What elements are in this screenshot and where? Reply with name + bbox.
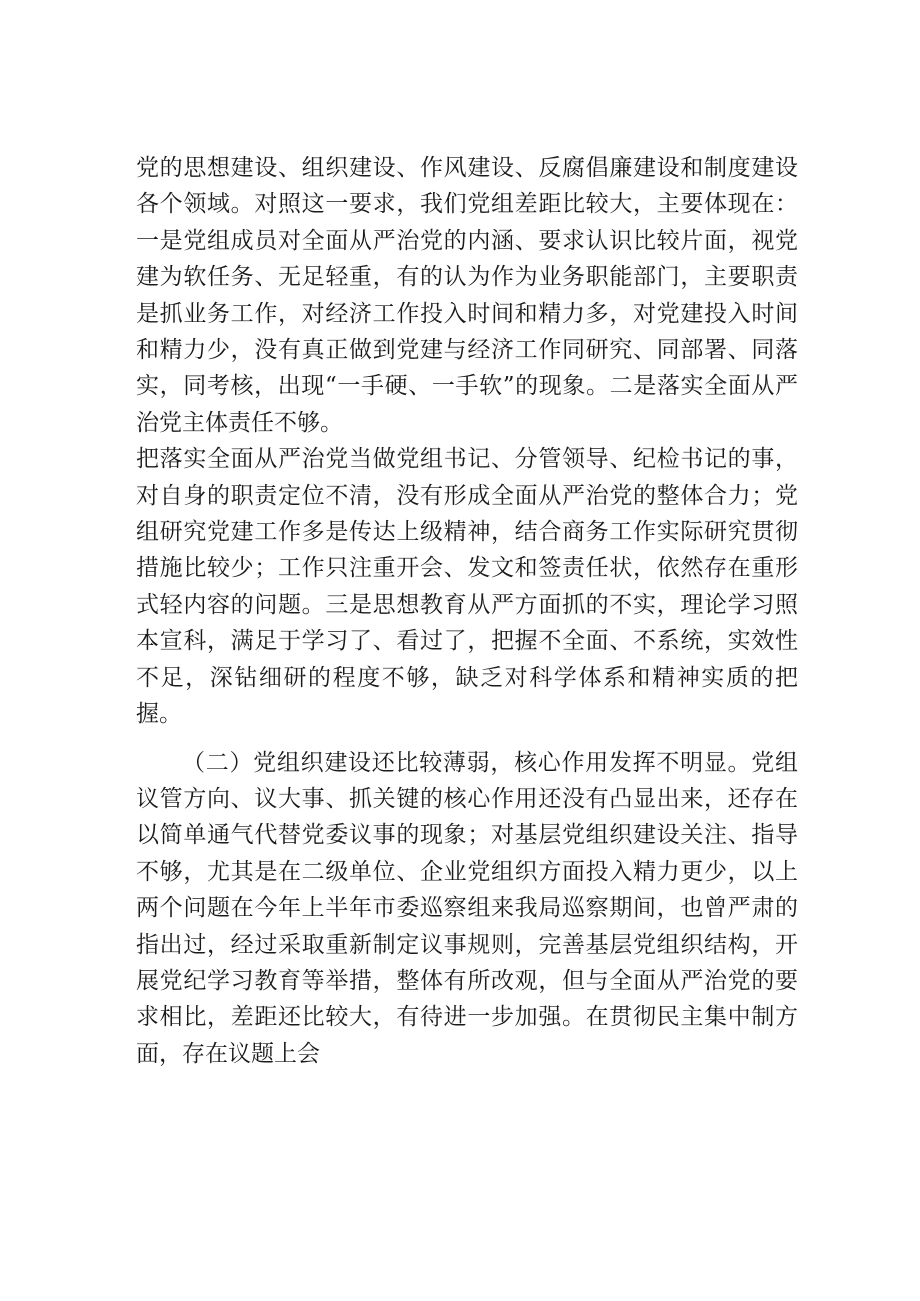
document-body <box>136 150 798 1072</box>
paragraph-continuation: 党的思想建设、组织建设、作风建设、反腐倡廉建设和制度建设各个领域。对照这一要求，我们党组差距比较大，主要体现在：一是党组成员对全面从严治党的内涵、要求认识比较片面，视党建为软任务、无足轻重，有的认为作为业务职能部门，主要职责是抓业务工作，对经济工作投入时间和精力多，对党建投入时间和精力少，没有真正做到党建与经济工作同研究、同部署、同落实，同考核，出现“一手硬、一手软”的现象。二是落实全面从严治党主体责任不够。 <box>136 155 798 436</box>
paragraph-section-two: （二）党组织建设还比较薄弱，核心作用发挥不明显。党组议管方向、议大事、抓关键的核心作用还没有凸显出来，还存在以简单通气代替党委议事的现象；对基层党组织建设关注、指导不够，尤其是在二级单位、企业党组织方面投入精力更少，以上两个问题在今年上半年市委巡察组来我局巡察期间，也曾严肃的指出过，经过采取重新制定议事规则，完善基层党组织结构，开展党纪学习教育等举措，整体有所改观，但与全面从严治党的要求相比，差距还比较大，有待进一步加强。在贯彻民主集中制方面，存在议题上会 <box>136 749 798 1067</box>
paragraph-responsibility: 把落实全面从严治党当做党组书记、分管领导、纪检书记的事，对自身的职责定位不清，没有形成全面从严治党的整体合力；党组研究党建工作多是传达上级精神，结合商务工作实际研究贯彻措施比较少；工作只注重开会、发文和签责任状，依然存在重形式轻内容的问题。三是思想教育从严方面抓的不实，理论学习照本宣科，满足于学习了、看过了，把握不全面、不系统，实效性不足，深钻细研的程度不够，缺乏对科学体系和精神实质的把握。 <box>136 446 798 728</box>
